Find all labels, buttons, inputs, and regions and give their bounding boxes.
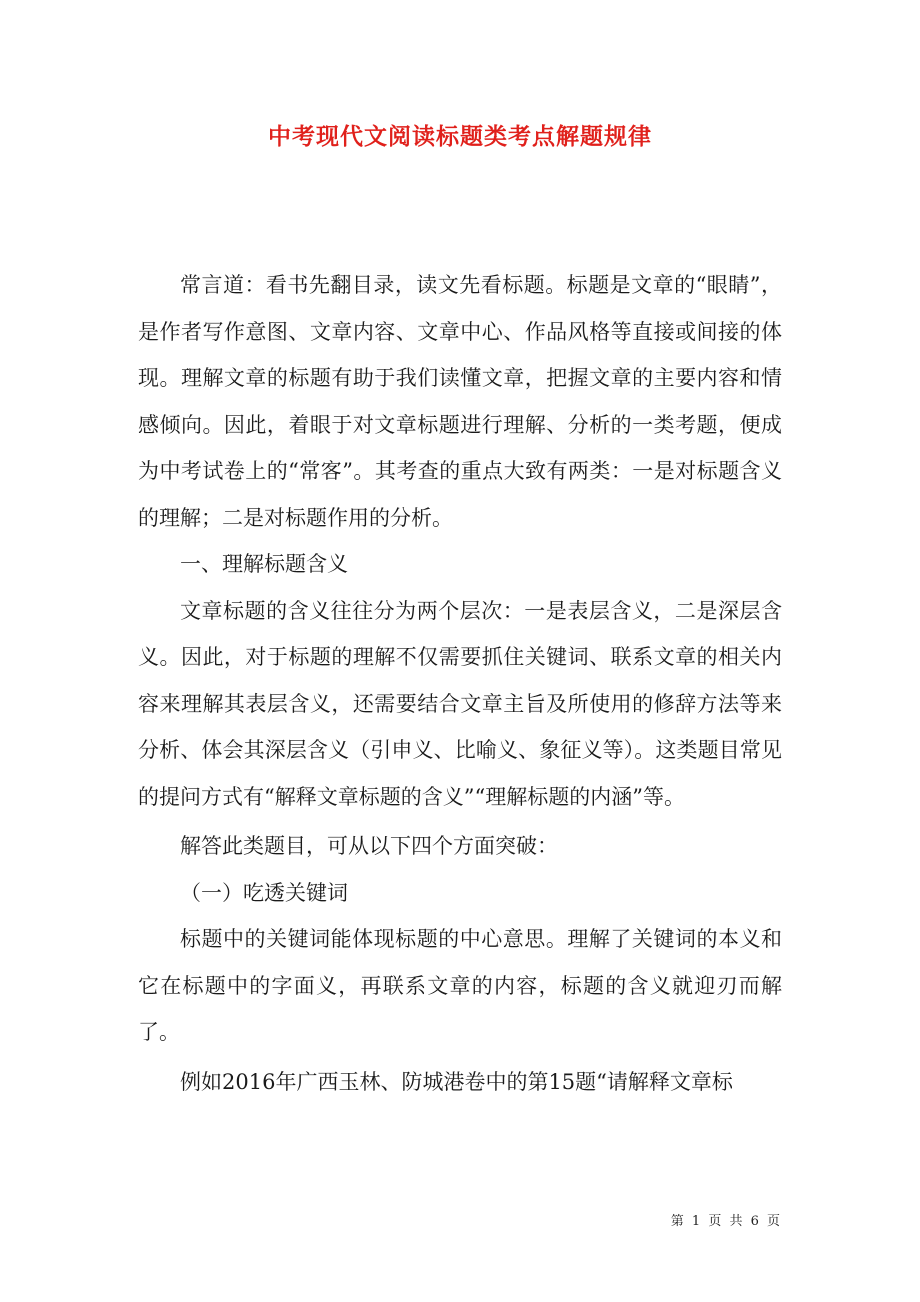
page-number-footer: 第 1 页 共 6 页	[670, 1214, 780, 1229]
document-body	[138, 262, 782, 1105]
paragraph-keywords: 标题中的关键词能体现标题的中心意思。理解了关键词的本义和它在标题中的字面义，再联系文章的内容，标题的含义就迎刃而解了。	[138, 927, 782, 1044]
subsection-heading-1: （一）吃透关键词	[180, 880, 348, 905]
paragraph-approach: 解答此类题目，可从以下四个方面突破：	[180, 834, 558, 858]
paragraph-title-meaning: 文章标题的含义往往分为两个层次：一是表层含义，二是深层含义。因此，对于标题的理解不仅需要抓住关键词、联系文章的相关内容来理解其表层含义，还需要结合文章主旨及所使用的修辞方法等来分析、体会其深层含义（引申义、比喻义、象征义等）。这类题目常见的提问方式有“解释文章标题的含义”“理解标题的内涵”等。	[138, 598, 782, 809]
paragraph-example: 例如2016年广西玉林、防城港卷中的第15题“请解释文章标	[180, 1069, 733, 1094]
paragraph-intro: 常言道：看书先翻目录，读文先看标题。标题是文章的“眼睛”，是作者写作意图、文章内容、文章中心、作品风格等直接或间接的体现。理解文章的标题有助于我们读懂文章，把握文章的主要内容和情感倾向。因此，着眼于对文章标题进行理解、分析的一类考题，便成为中考试卷上的“常客”。其考查的重点大致有两类：一是对标题含义的理解；二是对标题作用的分析。	[138, 273, 782, 530]
section-heading-1: 一、理解标题含义	[180, 552, 348, 576]
document-title: 中考现代文阅读标题类考点解题规律	[268, 123, 652, 150]
